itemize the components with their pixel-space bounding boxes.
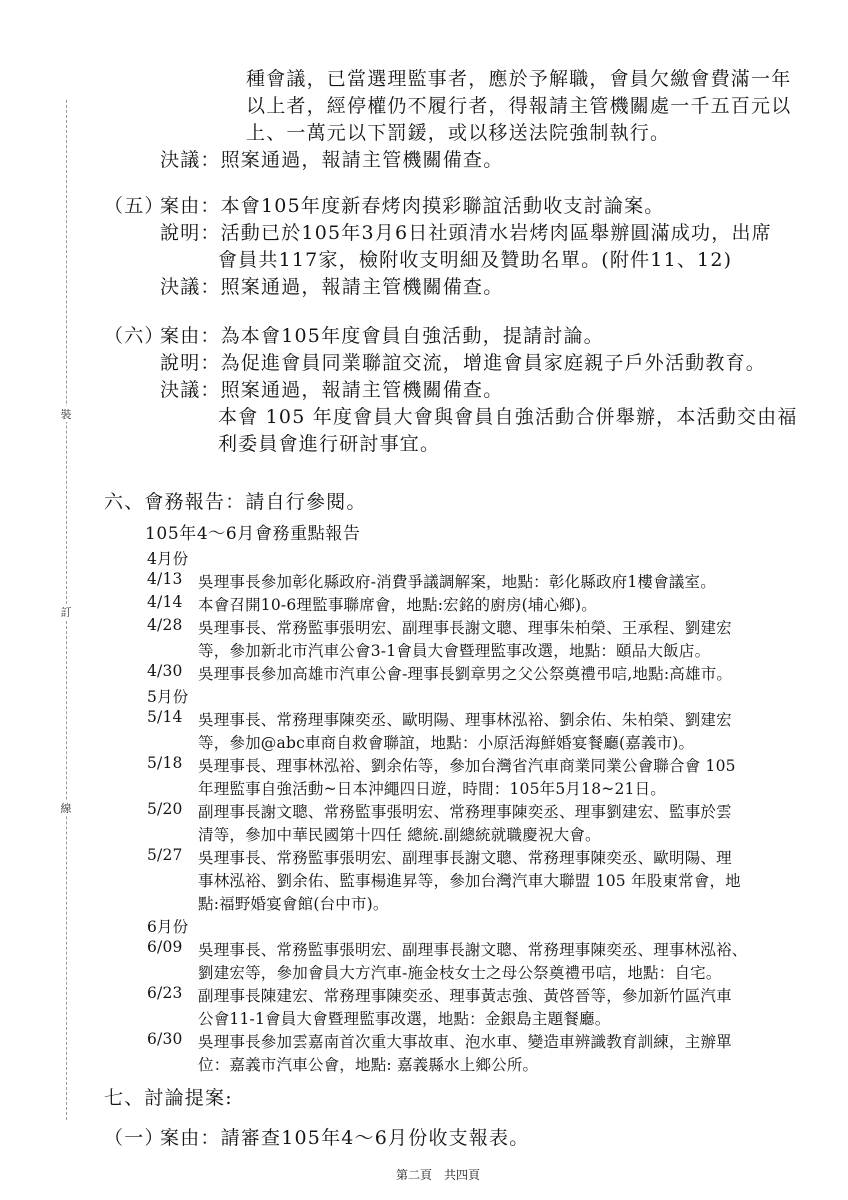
report-text: 吳理事長、常務監事張明宏、副理事長謝文聰、理事朱柏榮、王承程、劉建宏 xyxy=(198,619,732,637)
report-text: 本會召開10-6理監事聯席會，地點:宏銘的廚房(埔心鄉)。 xyxy=(198,596,597,614)
report-date: 5/20 xyxy=(147,800,183,818)
section6-heading: 六、會務報告：請自行參閱。 xyxy=(104,491,367,513)
item6-note-cont: 利委員會進行研討事宜。 xyxy=(218,433,441,455)
report-date: 5/18 xyxy=(147,754,183,772)
prev-item-text-line: 種會議，已當選理監事者，應於予解職，會員欠繳會費滿一年 xyxy=(246,68,792,90)
report-text: 事林泓裕、劉余佑、監事楊進昇等，參加台灣汽車大聯盟 105 年股東常會，地 xyxy=(198,872,741,890)
binding-mark-ding: 訂 xyxy=(58,604,74,620)
report-date: 4/14 xyxy=(147,593,183,611)
report-text: 吳理事長、常務監事張明宏、副理事長謝文聰、常務理事陳奕丞、歐明陽、理 xyxy=(198,849,732,867)
month-label-june: 6月份 xyxy=(147,918,189,936)
item6-case: 案由：為本會105年度會員自強活動，提請討論。 xyxy=(160,325,604,347)
prev-item-resolution: 決議：照案通過，報請主管機關備查。 xyxy=(160,149,504,171)
prev-item-text-line: 上、一萬元以下罰鍰，或以移送法院強制執行。 xyxy=(246,122,671,144)
report-text: 吳理事長、常務監事張明宏、副理事長謝文聰、常務理事陳奕丞、理事林泓裕、 xyxy=(198,941,748,959)
item5-explanation: 說明：活動已於105年3月6日社頭清水岩烤肉區舉辦圓滿成功，出席 xyxy=(160,222,772,244)
report-date: 5/14 xyxy=(147,708,183,726)
report-text: 等，參加新北市汽車公會3-1會員大會暨理監事改選，地點：頤品大飯店。 xyxy=(198,642,711,660)
item5-resolution: 決議：照案通過，報請主管機關備查。 xyxy=(160,276,504,298)
item6-resolution: 決議：照案通過，報請主管機關備查。 xyxy=(160,379,504,401)
prev-item-text-line: 以上者，經停權仍不履行者，得報請主管機關處一千五百元以 xyxy=(246,95,792,117)
item5-case: 案由：本會105年度新春烤肉摸彩聯誼活動收支討論案。 xyxy=(160,195,665,217)
section7-item1-number: （一） xyxy=(104,1127,165,1149)
report-text: 吳理事長參加彰化縣政府-消費爭議調解案，地點：彰化縣政府1樓會議室。 xyxy=(198,573,716,591)
month-label-april: 4月份 xyxy=(147,550,189,568)
month-label-may: 5月份 xyxy=(147,688,189,706)
report-date: 6/23 xyxy=(147,984,183,1002)
report-text: 清等，參加中華民國第十四任 總統.副總統就職慶祝大會。 xyxy=(198,826,601,844)
report-text: 年理監事自強活動~日本沖繩四日遊，時間：105年5月18~21日。 xyxy=(198,780,666,798)
report-text: 點:福野婚宴會館(台中市)。 xyxy=(198,895,389,913)
report-text: 位：嘉義市汽車公會，地點: 嘉義縣水上鄉公所。 xyxy=(198,1056,539,1074)
binding-mark-zhuang: 裝 xyxy=(58,406,74,422)
section7-heading: 七、討論提案: xyxy=(104,1087,233,1109)
page-number: 第二頁 共四頁 xyxy=(396,1168,481,1182)
report-date: 5/27 xyxy=(147,846,183,864)
section7-item1-case: 案由：請審查105年4～6月份收支報表。 xyxy=(160,1127,530,1149)
report-text: 吳理事長參加雲嘉南首次重大事故車、泡水車、變造車辨識教育訓練，主辦單 xyxy=(198,1033,732,1051)
report-text: 吳理事長、常務理事陳奕丞、歐明陽、理事林泓裕、劉余佑、朱柏榮、劉建宏 xyxy=(198,711,732,729)
report-subtitle: 105年4～6月會務重點報告 xyxy=(145,524,361,544)
report-date: 6/09 xyxy=(147,938,183,956)
report-date: 4/13 xyxy=(147,570,183,588)
item6-explanation: 說明：為促進會員同業聯誼交流，增進會員家庭親子戶外活動教育。 xyxy=(160,352,767,374)
report-date: 6/30 xyxy=(147,1030,183,1048)
item5-number: （五） xyxy=(104,195,165,217)
report-date: 4/28 xyxy=(147,616,183,634)
report-date: 4/30 xyxy=(147,662,183,680)
report-text: 副理事長謝文聰、常務監事張明宏、常務理事陳奕丞、理事劉建宏、監事於雲 xyxy=(198,803,732,821)
item6-note: 本會 105 年度會員大會與會員自強活動合併舉辦，本活動交由福 xyxy=(218,406,798,428)
report-text: 劉建宏等，參加會員大方汽車-施金枝女士之母公祭奠禮弔唁，地點：自宅。 xyxy=(198,964,722,982)
binding-mark-xian: 線 xyxy=(58,800,74,816)
report-text: 副理事長陳建宏、常務理事陳奕丞、理事黃志強、黃啓晉等，參加新竹區汽車 xyxy=(198,987,732,1005)
report-text: 吳理事長參加高雄市汽車公會-理事長劉章男之父公祭奠禮弔唁,地點:高雄市。 xyxy=(198,665,733,683)
report-text: 公會11-1會員大會暨理監事改選，地點：金銀島主題餐廳。 xyxy=(198,1010,611,1028)
item5-explanation-cont: 會員共117家，檢附收支明細及贊助名單。(附件11、12) xyxy=(218,249,733,271)
report-text: 等，參加@abc車商自救會聯誼，地點：小原活海鮮婚宴餐廳(嘉義市)。 xyxy=(198,734,695,752)
report-text: 吳理事長、理事林泓裕、劉余佑等，參加台灣省汽車商業同業公會聯合會 105 xyxy=(198,757,736,775)
item6-number: （六） xyxy=(104,325,165,347)
